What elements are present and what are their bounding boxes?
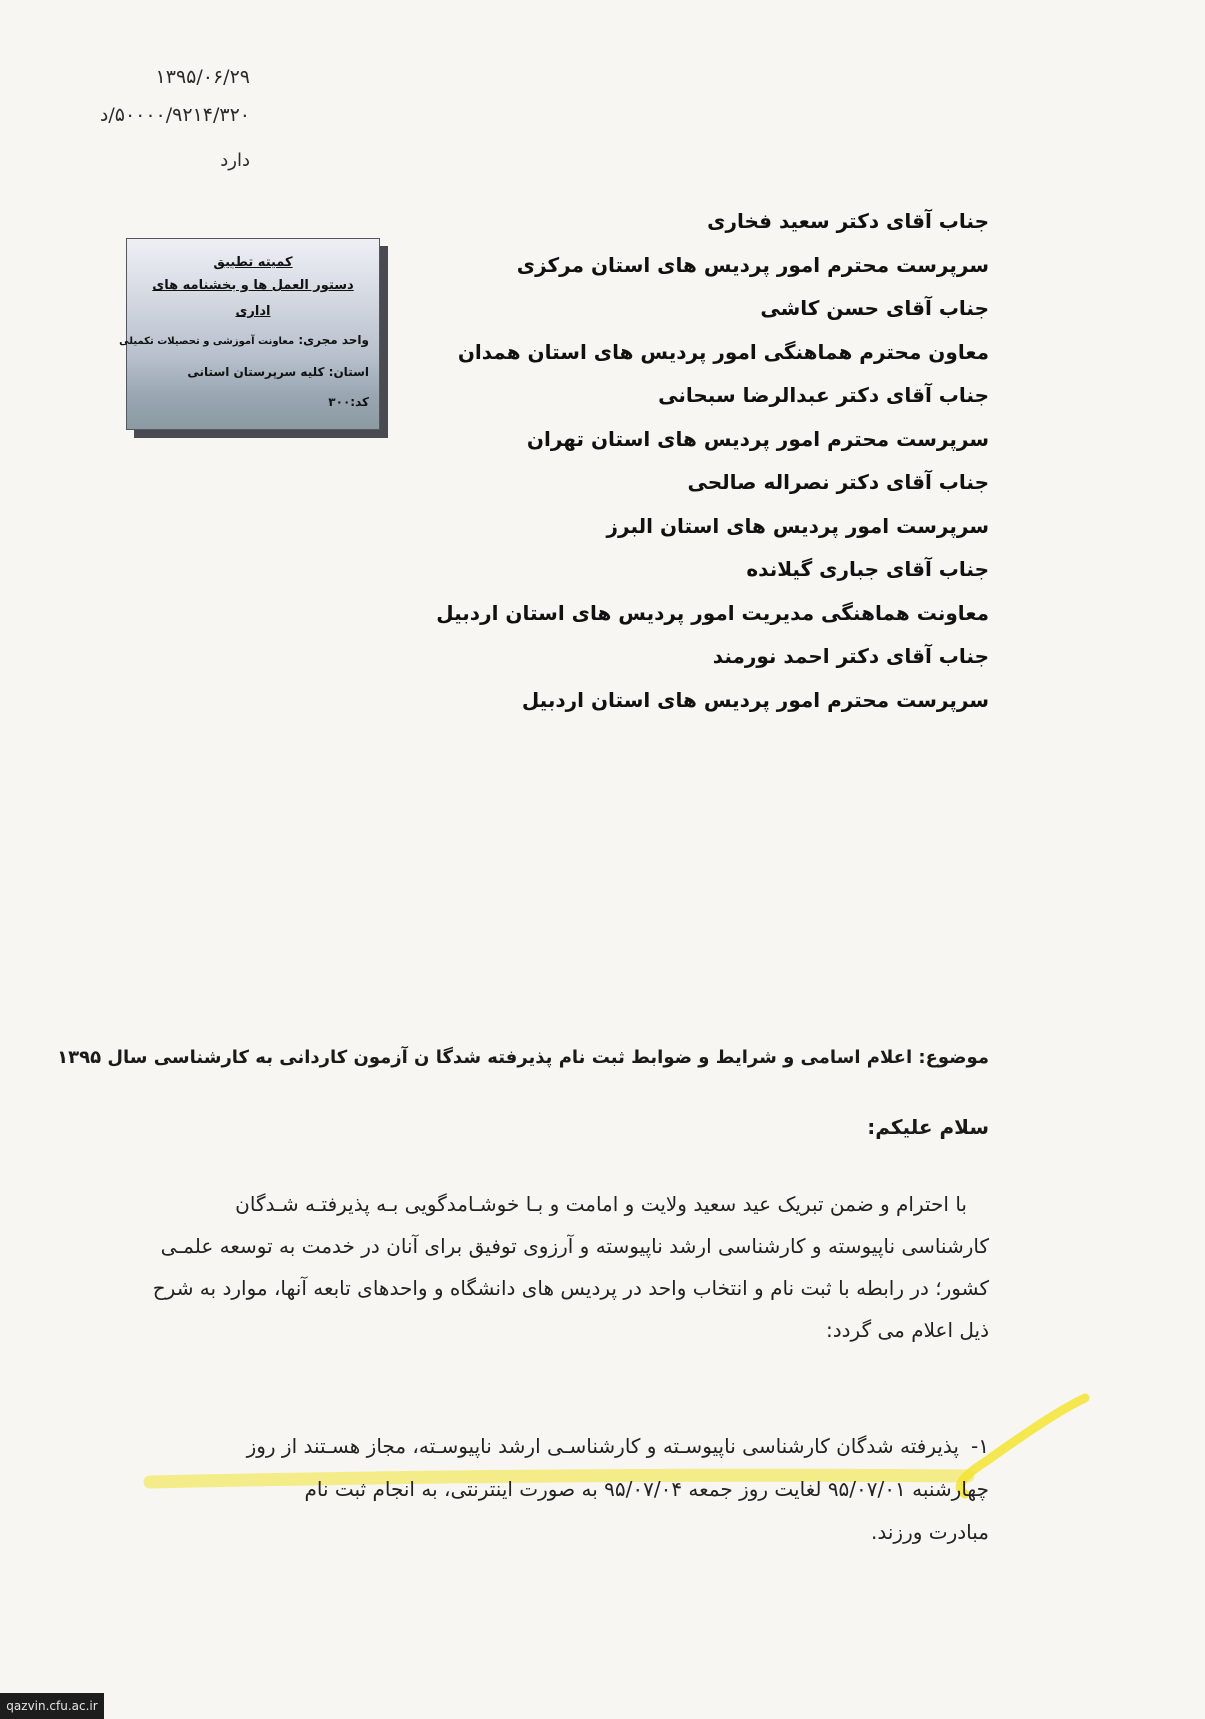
letter-subject: موضوع: اعلام اسامی و شرایط و ضوابط ثبت نام پذیرفته شدگا ن آزمون کاردانی به کارشناسی سال ۱۳۹۵ [57,1047,989,1068]
item-1-number: ۱- [971,1434,989,1458]
letter-salutation: سلام علیکم: [867,1115,989,1139]
recipient-line: معاونت هماهنگی مدیریت امور پردیس های استان اردبیل [436,600,989,625]
item-1 [109,1425,989,1554]
recipient-line: جناب آقای دکتر احمد نورمند [712,644,989,668]
letter-number: ۵۰۰۰۰/۹۲۱۴/۳۲۰/د [99,104,250,126]
item-line: مبادرت ورزند. [871,1520,989,1544]
stamp-code: کد:۳۰۰ [328,395,369,409]
stamp-unit-label: واحد مجری: [298,333,369,347]
recipients-list [229,200,989,722]
body-line: با احترام و ضمن تبریک عید سعید ولایت و امامت و بـا خوشـامدگویی بـه پذیرفتـه شـدگان [235,1192,967,1216]
body-line: کارشناسی ناپیوسته و کارشناسی ارشد ناپیوسته و آرزوی توفیق برای آنان در خدمت به توسعه علمـی [160,1234,989,1258]
recipient-line: جناب آقای حسن کاشی [760,296,989,320]
stamp-subtitle: دستور العمل ها و بخشنامه های اداری [152,278,354,319]
site-watermark: qazvin.cfu.ac.ir [0,1693,104,1719]
letter-meta [90,58,250,180]
item-line: چهارشنبه ۹۵/۰۷/۰۱ لغایت روز جمعه ۹۵/۰۷/۰۴ به صورت اینترنتی، به انجام ثبت نام [304,1477,989,1501]
recipient-line: معاون محترم هماهنگی امور پردیس های استان همدان [457,339,989,364]
recipient-line: جناب آقای دکتر سعید فخاری [707,209,989,233]
recipient-line: سرپرست محترم امور پردیس های استان تهران [526,426,989,451]
letter-body [119,1183,989,1351]
stamp-unit-value: معاونت آموزشی و تحصیلات تکمیلی [119,336,295,347]
recipient-line: جناب آقای دکتر عبدالرضا سبحانی [658,383,989,407]
recipient-line: سرپرست محترم امور پردیس های استان اردبیل [521,687,989,712]
recipient-line: جناب آقای دکتر نصراله صالحی [687,470,989,494]
letter-date: ۱۳۹۵/۰۶/۲۹ [155,66,250,88]
item-1-first-line [109,1425,989,1468]
stamp-title: کمیته تطبیق [213,255,293,270]
letter-attachment: دارد [220,150,250,171]
stamp-province: استان: کلیه سرپرستان استانی [187,365,369,379]
recipient-line: سرپرست محترم امور پردیس های استان مرکزی [516,252,989,277]
body-line: ذیل اعلام می گردد: [826,1318,989,1342]
recipient-line: جناب آقای جباری گیلانده [746,557,989,581]
recipient-line: سرپرست امور پردیس های استان البرز [606,513,989,538]
item-line: پذیرفته شدگان کارشناسی ناپیوسـته و کارشناسـی ارشد ناپیوسـته، مجاز هسـتند از روز [246,1434,959,1458]
body-line: کشور؛ در رابطه با ثبت نام و انتخاب واحد در پردیس های دانشگاه و واحدهای تابعه آنها، موارد به شرح [152,1276,989,1300]
